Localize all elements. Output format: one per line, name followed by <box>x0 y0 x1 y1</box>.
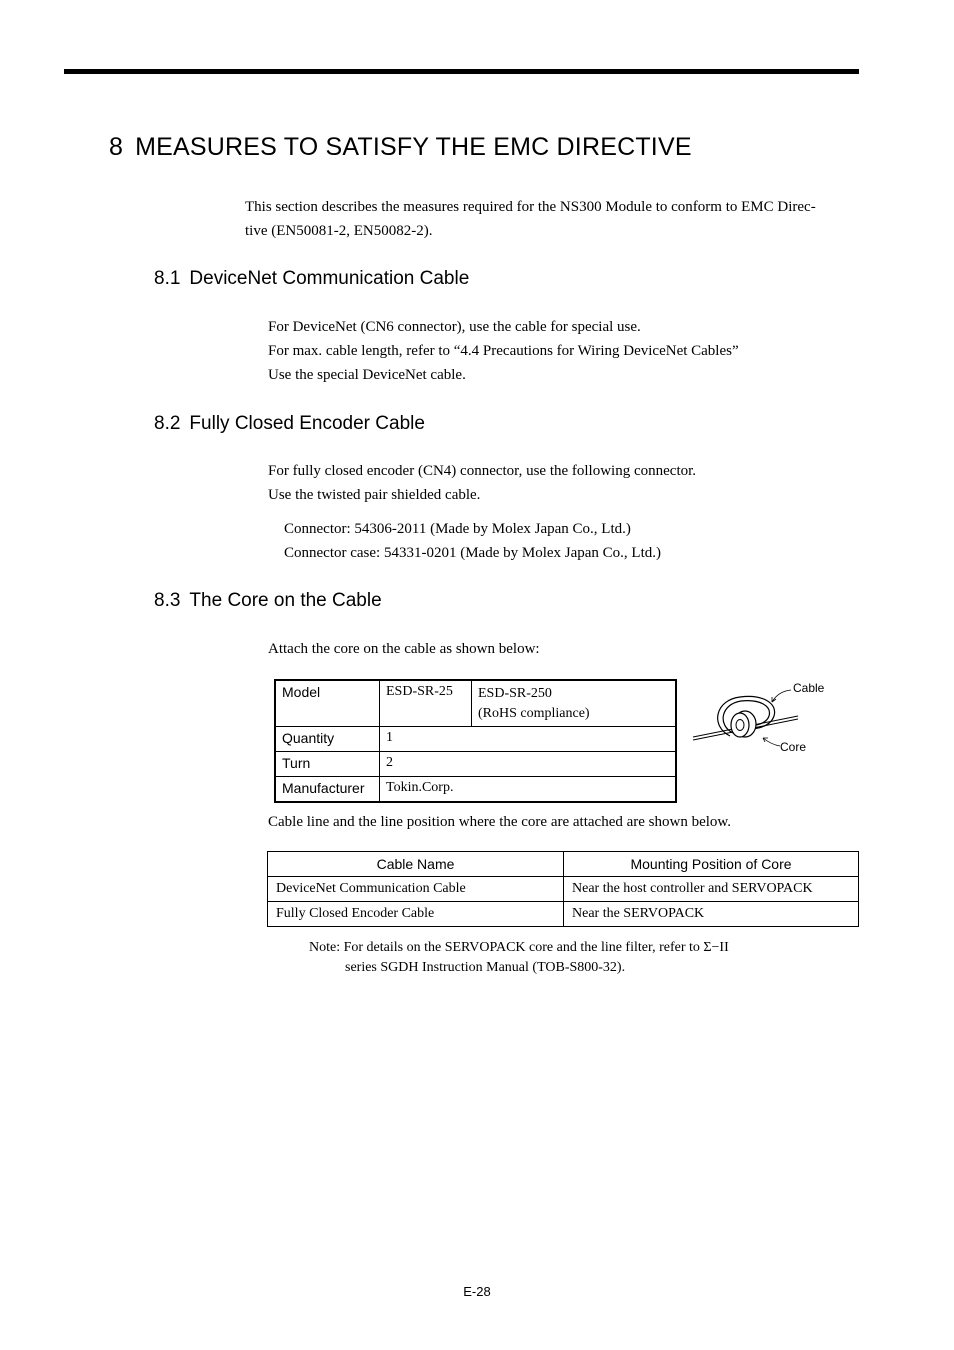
connector-line: Connector case: 54331-0201 (Made by Molex Japan Co., Ltd.) <box>284 545 661 561</box>
model-value-2-line2: (RoHS compliance) <box>478 706 590 721</box>
note <box>309 938 729 978</box>
quantity-value: 1 <box>380 727 677 752</box>
subsection-title: The Core on the Cable <box>189 590 382 611</box>
quantity-label: Quantity <box>275 727 380 752</box>
column-header: Cable Name <box>268 852 564 877</box>
connector-line: Connector: 54306-2011 (Made by Molex Japan Co., Ltd.) <box>284 521 631 537</box>
subsection-heading-8-3 <box>154 590 382 612</box>
page-number: E-28 <box>463 1284 491 1299</box>
section-number: 8 <box>109 133 124 161</box>
cable-label: Cable <box>793 681 825 695</box>
table-row <box>275 727 676 752</box>
table-row <box>275 777 676 803</box>
model-value-2 <box>472 680 677 727</box>
table-cell: Near the SERVOPACK <box>564 902 859 927</box>
body-line: For max. cable length, refer to “4.4 Precautions for Wiring DeviceNet Cables” <box>268 343 739 359</box>
turn-label: Turn <box>275 752 380 777</box>
table-row <box>275 680 676 727</box>
body-line: For DeviceNet (CN6 connector), use the cable for special use. <box>268 319 641 335</box>
subsection-heading-8-1 <box>154 268 469 290</box>
top-rule <box>64 69 859 74</box>
table-cell: Near the host controller and SERVOPACK <box>564 877 859 902</box>
subsection-number: 8.2 <box>154 413 181 434</box>
body-line: Use the twisted pair shielded cable. <box>268 487 481 503</box>
body-line: Cable line and the line position where the core are attached are shown below. <box>268 814 732 830</box>
core-label: Core <box>780 740 807 754</box>
subsection-8-2-body <box>268 459 696 507</box>
model-label: Model <box>275 680 380 727</box>
subsection-heading-8-2 <box>154 413 425 435</box>
connector-list <box>284 517 661 565</box>
section-intro <box>245 195 816 243</box>
model-value-1: ESD-SR-25 <box>380 680 472 727</box>
note-line: series SGDH Instruction Manual (TOB-S800-32). <box>345 960 626 975</box>
body-line: Attach the core on the cable as shown below: <box>268 641 540 657</box>
model-value-2-line1: ESD-SR-250 <box>478 686 552 701</box>
table-row <box>275 752 676 777</box>
table-row <box>268 902 859 927</box>
manufacturer-label: Manufacturer <box>275 777 380 803</box>
core-spec-table <box>274 679 677 803</box>
body-line: Use the special DeviceNet cable. <box>268 367 466 383</box>
subsection-8-1-body <box>268 315 739 387</box>
manufacturer-value: Tokin.Corp. <box>380 777 677 803</box>
table-cell: DeviceNet Communication Cable <box>268 877 564 902</box>
position-intro <box>268 810 731 834</box>
section-heading <box>109 133 692 162</box>
cable-core-figure <box>690 676 840 766</box>
table-row <box>268 877 859 902</box>
column-header: Mounting Position of Core <box>564 852 859 877</box>
intro-line: This section describes the measures required for the NS300 Module to conform to EMC Direc- <box>245 199 816 215</box>
subsection-number: 8.1 <box>154 268 181 289</box>
turn-value: 2 <box>380 752 677 777</box>
subsection-title: DeviceNet Communication Cable <box>189 268 470 289</box>
core-intro <box>268 637 540 661</box>
body-line: For fully closed encoder (CN4) connector, use the following connector. <box>268 463 697 479</box>
section-title: MEASURES TO SATISFY THE EMC DIRECTIVE <box>135 133 692 161</box>
note-line: Note: For details on the SERVOPACK core and the line filter, refer to Σ−II <box>309 940 729 955</box>
table-cell: Fully Closed Encoder Cable <box>268 902 564 927</box>
subsection-number: 8.3 <box>154 590 181 611</box>
table-header-row <box>268 852 859 877</box>
intro-line: tive (EN50081-2, EN50082-2). <box>245 223 433 239</box>
subsection-title: Fully Closed Encoder Cable <box>189 413 425 434</box>
core-position-table <box>267 851 859 927</box>
